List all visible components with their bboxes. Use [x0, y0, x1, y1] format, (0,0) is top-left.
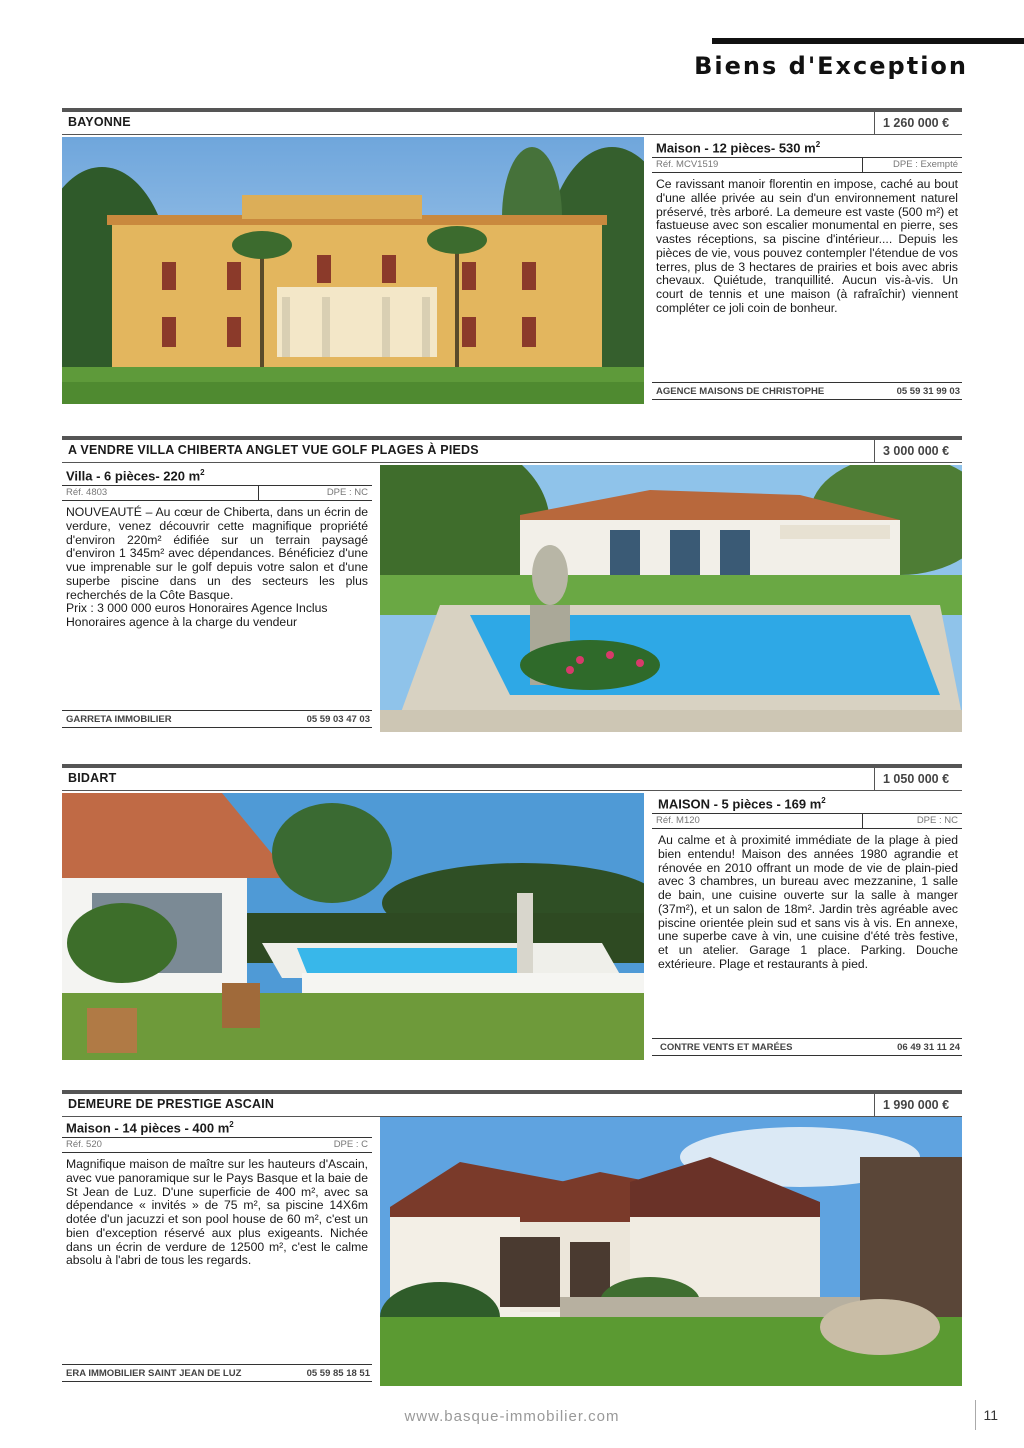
listing-info — [652, 793, 962, 971]
page-title: Biens d'Exception — [694, 52, 968, 80]
listing-bayonne — [62, 108, 962, 406]
description: NOUVEAUTÉ – Au cœur de Chiberta, dans un écrin de verdure, venez découvrir cette magnifique propriété d'environ 220m² édifiée sur un terrain paysagé d'environ 1 345m² avec dépendances. Bénéficiez d'une vue imprenable sur le golf depuis votre salon et d'une superbe piscine dans un des secteurs les plus recherchés de la Côte Basque. — [66, 505, 368, 602]
listing-title-row — [62, 764, 962, 791]
listing-info — [652, 137, 962, 315]
agency-row — [652, 1038, 962, 1056]
reference: Réf. 520 — [66, 1139, 102, 1151]
listing-title: A VENDRE VILLA CHIBERTA ANGLET VUE GOLF PLAGES À PIEDS — [68, 443, 479, 457]
listing-title-row — [62, 108, 962, 135]
property-photo — [62, 793, 644, 1060]
listing-title-row — [62, 436, 962, 463]
listing-title: DEMEURE DE PRESTIGE ASCAIN — [68, 1097, 275, 1111]
listing-price: 3 000 000 € — [874, 440, 962, 462]
reference: Réf. M120 — [656, 815, 700, 827]
agency-name: CONTRE VENTS ET MARÉES — [660, 1042, 793, 1053]
ref-row — [62, 1138, 372, 1153]
ref-row — [652, 814, 962, 829]
property-type: MAISON - 5 pièces - 169 $m^2$ — [652, 793, 962, 814]
dpe-label: DPE : NC — [862, 814, 962, 828]
dpe-label: DPE : Exempté — [862, 158, 962, 172]
listing-title: BAYONNE — [68, 115, 131, 129]
reference: Réf. MCV1519 — [656, 159, 719, 171]
header-bar — [712, 38, 1024, 44]
listing-price: 1 990 000 € — [874, 1094, 962, 1116]
description: Magnifique maison de maître sur les hauteurs d'Ascain, avec vue panoramique sur le Pays Basque et la baie de St Jean de Luz. D'une superficie de 400 m², avec sa dépendance « invités » de 75 m², sa piscine 14X6m dotée d'un jacuzzi et son pool house de 60 m², c'est un bien d'exception réservé aux plus exigeants. Nichée dans un écrin de verdure de 12500 m², c'est le calme absolu à l'abri de tous les regards. — [66, 1157, 368, 1268]
listing-ascain — [62, 1090, 962, 1388]
property-type: Maison - 12 pièces- 530 $m^2$ — [652, 137, 962, 158]
description: Au calme et à proximité immédiate de la plage à pied bien entendu! Maison des années 1980 agrandie et rénovée en 2010 offrant un mode de vie de plain-pied avec 3 chambres, un bureau avec mezzanine, 1 salle de bain, une cuisine ouverte sur la salle à manger (37m²), et un salon de 18m². Jardin très agréable avec piscine orientée plein sud et sans vis à vis. En annexe, une superbe cave à vin, une cuisine d'été très festive, et un atelier. Garage 1 place. Parking. Douche extérieure. Plage et restaurants à pied. — [658, 833, 958, 971]
ref-row — [652, 158, 962, 173]
ref-row — [62, 486, 372, 501]
agency-phone: 05 59 85 18 51 — [306, 1368, 370, 1379]
footer-url[interactable]: www.basque-immobilier.com — [404, 1408, 620, 1425]
property-photo — [380, 1117, 962, 1386]
agency-name: ERA IMMOBILIER SAINT JEAN DE LUZ — [66, 1368, 242, 1379]
property-photo — [62, 137, 644, 404]
dpe-label: DPE : NC — [258, 486, 372, 500]
agency-phone: 05 59 03 47 03 — [306, 714, 370, 725]
description: Ce ravissant manoir florentin en impose, caché au bout d'une allée privée au sein d'un environnement naturel préservé, très arboré. La demeure est vaste (500 m²) et fastueuse avec son escalier monumental en pierre, ses vastes réceptions, sa piscine d'intérieur.... Depuis les pièces de vie, vous pouvez contempler l'étendue de vos terres, plus de 3 hectares de prairies et bois avec abris chevaux. Quiétude, tranquillité. Aucun vis-à-vis. Un court de tennis et une maison (à rafraîchir) viennent compléter ce joli coin de bonheur. — [656, 177, 958, 315]
property-photo — [380, 465, 962, 732]
listing-chiberta — [62, 436, 962, 734]
dpe-label: DPE : C — [333, 1139, 368, 1151]
reference: Réf. 4803 — [66, 487, 108, 499]
property-type: Maison - 14 pièces - 400 $m^2$ — [62, 1117, 372, 1138]
agency-row — [62, 1364, 372, 1382]
page-number: 11 — [975, 1400, 998, 1430]
agency-row — [62, 710, 372, 728]
listing-info — [62, 465, 372, 630]
agency-name: GARRETA IMMOBILIER — [66, 714, 172, 725]
listing-bidart — [62, 764, 962, 1062]
listing-price: 1 050 000 € — [874, 768, 962, 790]
description-price: Prix : 3 000 000 euros Honoraires Agence Inclus Honoraires agence à la charge du vendeur — [66, 601, 328, 629]
listing-title-row — [62, 1090, 962, 1117]
agency-phone: 06 49 31 11 24 — [897, 1042, 960, 1053]
agency-row — [652, 382, 962, 400]
agency-name: AGENCE MAISONS DE CHRISTOPHE — [656, 386, 825, 397]
listing-info — [62, 1117, 372, 1268]
listing-title: BIDART — [68, 771, 117, 785]
listing-price: 1 260 000 € — [874, 112, 962, 134]
agency-phone: 05 59 31 99 03 — [896, 386, 960, 397]
property-type: Villa - 6 pièces- 220 $m^2$ — [62, 465, 372, 486]
